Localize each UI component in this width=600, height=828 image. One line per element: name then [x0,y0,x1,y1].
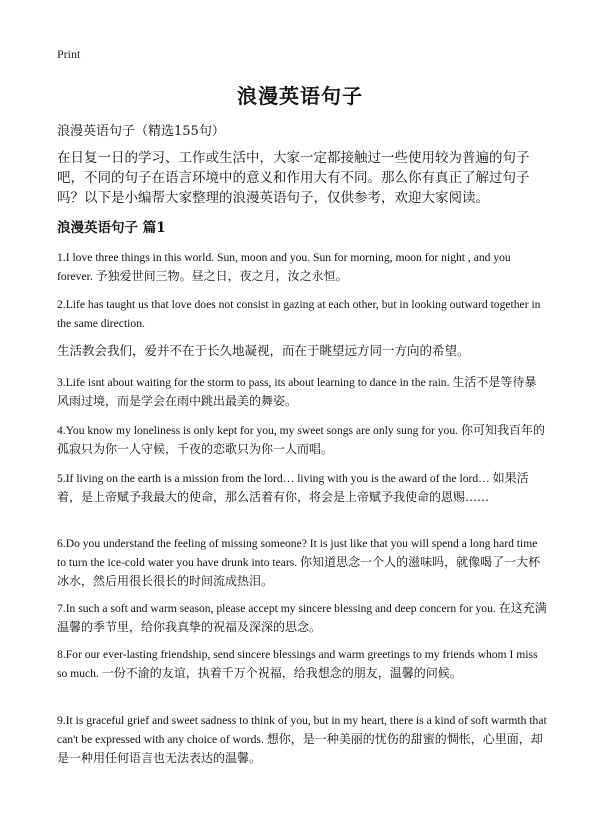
item-chinese: 在这充满温馨的季节里，给你我真挚的祝福及深深的思念。 [57,601,547,634]
list-item [57,373,547,411]
item-chinese: 予独爱世间三物。昼之日，夜之月，汝之永恒。 [95,269,348,283]
item-english: 6.Do you understand the feeling of missing someone? It is just like that you will spend a long hard time to turn the ice-cold water you have drunk into tears. [57,537,538,569]
list-item [57,534,547,591]
item-english: 3.Life isnt about waiting for the storm to pass, its about learning to dance in the rain. [57,376,450,389]
item-english: 1.I love three things in this world. Sun, moon and you. Sun for morning, moon for night , and you forever. [57,251,511,283]
list-item [57,645,547,683]
item-english: 4.You know my loneliness is only kept for you, my sweet songs are only sung for you. [57,424,459,437]
item-chinese: 你可知我百年的孤寂只为你一人守候，千夜的恋歌只为你一人而唱。 [57,423,545,456]
item-english: 5.If living on the earth is a mission from the lord… living with you is the award of the lord… [57,472,490,485]
item-english: 7.In such a soft and warm season, please accept my sincere blessing and deep concern for you. [57,602,496,615]
item-chinese-block: 生活教会我们，爱并不在于长久地凝视，而在于眺望远方同一方向的希望。 [57,343,470,358]
item-english: 8.For our ever-lasting friendship, send sincere blessings and warm greetings to my friends whom I miss so much. [57,648,538,680]
item-chinese: 想你，是一种美丽的忧伤的甜蜜的惆怅，心里面，却是一种用任何语言也无法表达的温馨。 [57,732,543,765]
list-item [57,711,547,768]
item-english: 9.It is graceful grief and sweet sadness to think of you, but in my heart, there is a kind of soft warmth that can't be expressed with any choice of words. [57,714,547,746]
list-item [57,469,547,507]
list-item [57,295,547,333]
list-item [57,599,547,637]
item-english: 2.Life has taught us that love does not consist in gazing at each other, but in looking outward together in the same direction. [57,298,541,330]
page-title: 浪漫英语句子 [237,84,363,108]
intro-paragraph: 在日复一日的学习、工作或生活中，大家一定都接触过一些使用较为普遍的句子吧，不同的句子在语言环境中的意义和作用大有不同。那么你有真正了解过句子吗？以下是小编帮大家整理的浪漫英语句子，仅供参考，欢迎大家阅读。 [57,150,530,206]
item-chinese: 如果活着，是上帝赋予我最大的使命，那么活着有你，将会是上帝赋予我使命的恩赐…… [57,471,529,504]
print-label[interactable]: Print [57,47,81,61]
document-subtitle: 浪漫英语句子（精选155句） [57,124,225,139]
item-chinese: 一份不渝的友谊，执着千万个祝福，给我想念的朋友，温馨的问候。 [101,666,462,680]
item-chinese: 生活不是等待暴风雨过境，而是学会在雨中跳出最美的舞姿。 [57,375,537,408]
list-item [57,421,547,459]
item-chinese: 你知道思念一个人的滋味吗，就像喝了一大杯冰水，然后用很长很长的时间流成热泪。 [57,555,541,588]
list-item [57,248,547,286]
section-heading: 浪漫英语句子 篇1 [57,220,166,236]
